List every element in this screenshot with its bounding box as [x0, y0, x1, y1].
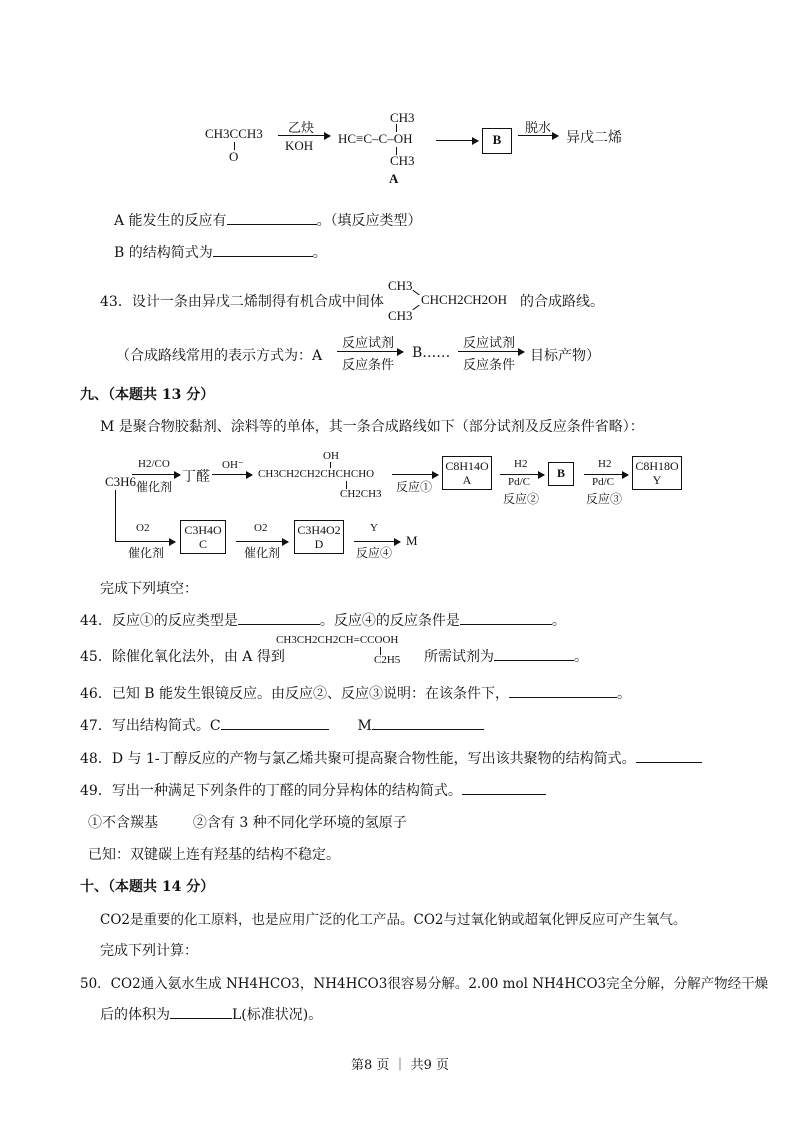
conditions-line: ①不含羰基 ②含有 3 种不同化学环境的氢原子	[88, 815, 407, 831]
box-d: C3H4O2 D	[294, 520, 344, 554]
arrow-oxidation-1	[115, 541, 175, 542]
box-c: C3H4O C	[180, 520, 226, 554]
arrow-reaction-3	[584, 474, 628, 475]
arrow-hydroformylation	[132, 474, 180, 475]
answer-blank-48[interactable]	[636, 748, 702, 763]
question-44: 44．反应①的反应类型是 。反应④的反应条件是 。	[80, 610, 566, 630]
section-10-calc: 完成下列计算：	[100, 943, 198, 959]
answer-blank-b[interactable]	[213, 242, 313, 257]
reaction-arrow-1	[278, 135, 330, 136]
box-b-scheme: B	[548, 462, 574, 486]
product-a-label: A	[389, 171, 399, 186]
arrow-oxidation-2	[236, 541, 288, 542]
arrow-reaction-2	[500, 474, 544, 475]
answer-blank-47m[interactable]	[372, 715, 484, 730]
fill-prompt: 完成下列填空：	[100, 581, 198, 597]
carbonyl-oxygen: O	[229, 149, 239, 164]
question-b: B 的结构简式为 。	[114, 242, 327, 262]
reaction-arrow-3	[518, 135, 558, 136]
answer-blank-a[interactable]	[227, 210, 317, 225]
arrow1-condition: KOH	[285, 138, 314, 153]
q43-main-chain: CHCH2CH2OH	[421, 292, 507, 307]
box-y: C8H18O Y	[632, 456, 682, 490]
question-50-line2: 后的体积为 L(标准状况)。	[100, 1004, 322, 1024]
box-a: C8H14O A	[442, 456, 492, 490]
reaction-arrow-2	[436, 140, 478, 141]
arrow-aldol	[212, 474, 252, 475]
question-46: 46．已知 B 能发生银镜反应。由反应②、反应③说明：在该条件下， 。	[80, 683, 631, 703]
arrow1-reagent: 乙炔	[288, 121, 315, 136]
known-note: 已知：双键碳上连有羟基的结构不稳定。	[88, 847, 340, 863]
route-arrow-1	[337, 351, 403, 352]
acetone-formula: CH3CCH3	[205, 126, 263, 141]
answer-blank-49[interactable]	[462, 780, 546, 795]
box-b-top: B	[482, 128, 512, 154]
q43-methyl-top: CH3	[388, 278, 413, 293]
question-49: 49．写出一种满足下列条件的丁醛的同分异构体的结构简式。	[80, 780, 546, 800]
q43-bond-top	[412, 290, 419, 295]
section-10-intro: CO2是重要的化工原料，也是应用广泛的化工产品。CO2与过氧化钠或超氧化钾反应可产生氧气。	[100, 912, 687, 928]
q43-bond-bottom	[412, 305, 419, 310]
section-9-intro: M 是聚合物胶黏剂、涂料等的单体，其一条合成路线如下（部分试剂及反应条件省略）：	[100, 419, 644, 435]
answer-blank-45[interactable]	[494, 646, 574, 661]
section-10-heading: 十、（本题共 14 分）	[80, 879, 215, 895]
question-48: 48．D 与 1-丁醇反应的产物与氯乙烯共聚可提高聚合物性能，写出该共聚物的结构简式。	[80, 748, 702, 768]
aldol-product: CH3CH2CH2CHCHCHO	[258, 468, 375, 480]
product-a-methyl-top: CH3	[390, 110, 415, 125]
route-arrow-2	[458, 351, 524, 352]
bond-top	[396, 124, 397, 132]
answer-blank-47c[interactable]	[221, 715, 329, 730]
arrow-reaction-1	[392, 474, 438, 475]
answer-blank-44a[interactable]	[238, 610, 320, 625]
answer-blank-44b[interactable]	[460, 610, 552, 625]
question-a: A 能发生的反应有 。（填反应类型）	[114, 210, 422, 230]
isoprene-label: 异戊二烯	[566, 130, 622, 146]
answer-blank-50[interactable]	[170, 1004, 232, 1019]
branch-line	[115, 490, 116, 542]
q43-methyl-bottom: CH3	[388, 308, 413, 323]
section-9-heading: 九、（本题共 13 分）	[80, 387, 215, 403]
arrow3-condition: 脱水	[525, 121, 552, 136]
product-a-formula: HC≡C–C–OH	[338, 131, 413, 146]
butanal: 丁醛	[182, 469, 210, 485]
propene: C3H6	[105, 474, 137, 489]
arrow-reaction-4	[354, 541, 400, 542]
question-50-line1: 50．CO2通入氨水生成 NH4HCO3，NH4HCO3很容易分解。2.00 mol NH4HCO3完全分解，分解产物经干燥	[80, 976, 769, 992]
answer-blank-46[interactable]	[509, 683, 617, 698]
product-a-methyl-bottom: CH3	[390, 153, 415, 168]
product-m: M	[406, 533, 418, 548]
q45-structure: CH3CH2CH2CH=CCOOH	[276, 634, 399, 646]
question-47: 47．写出结构简式。C M	[80, 715, 484, 735]
page-footer: 第8 页 ｜ 共9 页	[350, 1058, 450, 1073]
